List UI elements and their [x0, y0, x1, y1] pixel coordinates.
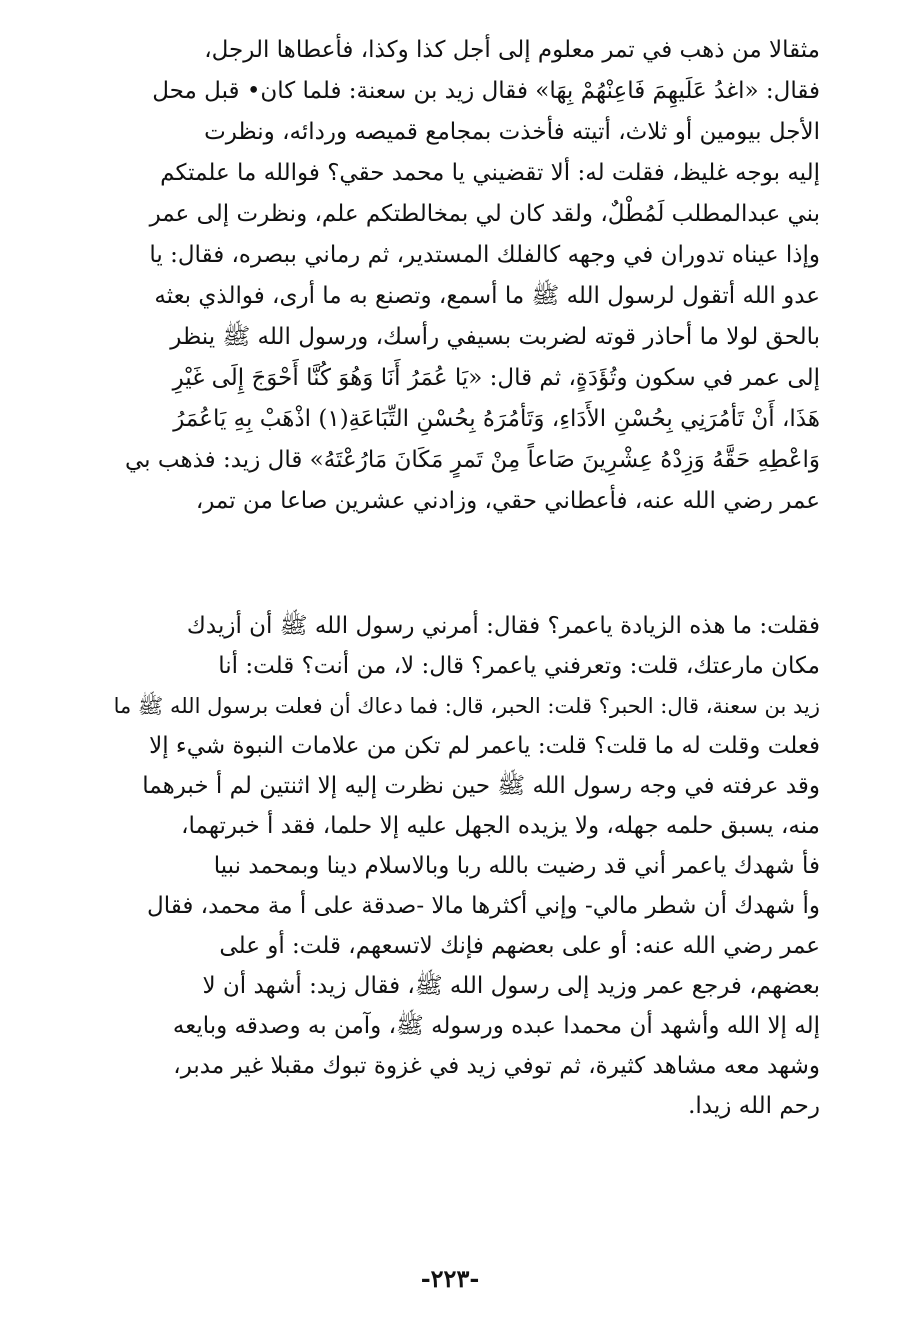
- text-line: وَاعْطِهِ حَقَّهُ وَزِدْهُ عِشْرِينَ صَاعاً مِنْ تَمرٍ مَكَانَ مَارُعْتَهُ» قال زيد: فذهب بي: [125, 447, 820, 473]
- page-number: -٢٢٣-: [420, 1264, 480, 1293]
- text-line: إليه بوجه غليظ، فقلت له: ألا تقضيني يا محمد حقي؟ فوالله ما علمتكم: [160, 160, 820, 186]
- text-line: عمر رضي الله عنه: أو على بعضهم فإنك لاتسعهم، قلت: أو على: [219, 933, 820, 959]
- text-line: إله إلا الله وأشهد أن محمدا عبده ورسوله ﷺ، وآمن به وصدقه وبايعه: [172, 1013, 820, 1039]
- text-line: منه، يسبق حلمه جهله، ولا يزيده الجهل عليه إلا حلما، فقد أ خبرتهما،: [181, 813, 820, 839]
- text-line: عمر رضي الله عنه، فأعطاني حقي، وزادني عشرين صاعا من تمر،: [195, 488, 820, 514]
- text-line: هَذَا، أَنْ تَأمُرَنِي بِحُسْنِ الأَدَاءِ، وَتَأمُرَهُ بِحُسْنِ التِّبَاعَةِ(١) اذْهَبْ بِهِ يَاعُمَرُ: [173, 406, 820, 432]
- text-line: الأجل بيومين أو ثلاث، أتيته فأخذت بمجامع قميصه وردائه، ونظرت: [204, 119, 820, 145]
- text-line: بني عبدالمطلب لَمُطْلٌ، ولقد كان لي بمخالطتكم علم، ونظرت إلى عمر: [149, 201, 820, 227]
- text-line: رحم الله زيدا.: [688, 1093, 820, 1119]
- text-line: وأ شهدك أن شطر مالي- وإني أكثرها مالا -صدقة على أ مة محمد، فقال: [146, 893, 820, 919]
- text-line: وإذا عيناه تدوران في وجهه كالفلك المستدير، ثم رماني ببصره، فقال: يا: [149, 242, 820, 268]
- paragraph-1: [110, 30, 820, 522]
- text-line: فقال: «اغدُ عَلَيهِمَ فَاعِنْهُمْ بِهَا» فقال زيد بن سعنة: فلما كان• قبل محل: [152, 78, 820, 104]
- text-line: وقد عرفته في وجه رسول الله ﷺ حين نظرت إليه إلا اثنتين لم أ خبرهما: [142, 773, 820, 799]
- text-line: وشهد معه مشاهد كثيرة، ثم توفي زيد في غزوة تبوك مقبلا غير مدبر،: [173, 1053, 820, 1079]
- text-line: فعلت وقلت له ما قلت؟ قلت: ياعمر لم تكن من علامات النبوة شيء إلا: [149, 733, 820, 759]
- text-line: إلى عمر في سكون وتُؤَدَةٍ، ثم قال: «يَا عُمَرُ أَنَا وَهُوَ كُنَّا أَحْوَجَ إِلَى غَيْرِ: [172, 365, 820, 391]
- text-line: بعضهم، فرجع عمر وزيد إلى رسول الله ﷺ، فقال زيد: أشهد أن لا: [202, 973, 820, 999]
- text-line: فقلت: ما هذه الزيادة ياعمر؟ فقال: أمرني رسول الله ﷺ أن أزيدك: [186, 613, 820, 639]
- text-line: مثقالا من ذهب في تمر معلوم إلى أجل كذا وكذا، فأعطاها الرجل،: [204, 37, 820, 63]
- text-line: زيد بن سعنة، قال: الحبر؟ قلت: الحبر، قال: فما دعاك أن فعلت برسول الله ﷺ ما: [113, 694, 820, 718]
- paragraph-2: [110, 606, 820, 1126]
- text-line: عدو الله أتقول لرسول الله ﷺ ما أسمع، وتصنع به ما أرى، فوالذي بعثه: [154, 283, 820, 309]
- text-line: مكان مارعتك، قلت: وتعرفني ياعمر؟ قال: لا، من أنت؟ قلت: أنا: [218, 653, 820, 679]
- text-line: بالحق لولا ما أحاذر قوته لضربت بسيفي رأسك، ورسول الله ﷺ ينظر: [170, 324, 820, 350]
- text-line: فأ شهدك ياعمر أني قد رضيت بالله ربا وبالاسلام دينا وبمحمد نبيا: [213, 853, 820, 879]
